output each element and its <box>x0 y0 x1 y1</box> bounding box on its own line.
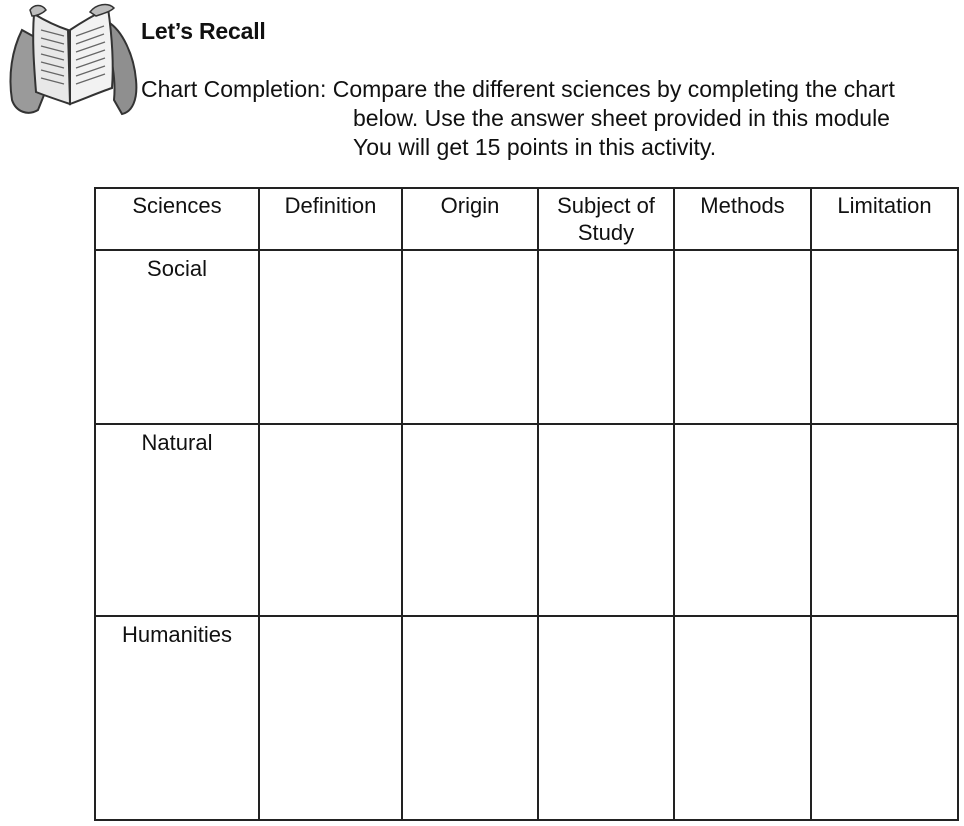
instructions-line-2: below. Use the answer sheet provided in this module <box>353 105 890 131</box>
row-label: Social <box>95 250 259 424</box>
instructions-line-1: Chart Completion: Compare the different sciences by completing the chart <box>141 76 895 102</box>
answer-cell[interactable] <box>811 616 958 820</box>
comparison-chart <box>94 187 959 821</box>
column-header: Origin <box>402 188 538 250</box>
answer-cell[interactable] <box>538 424 674 616</box>
answer-cell[interactable] <box>674 616 811 820</box>
column-header: Subject of Study <box>538 188 674 250</box>
table-header-row <box>95 188 958 250</box>
answer-cell[interactable] <box>259 616 402 820</box>
answer-cell[interactable] <box>402 424 538 616</box>
row-label: Humanities <box>95 616 259 820</box>
answer-cell[interactable] <box>259 250 402 424</box>
answer-cell[interactable] <box>538 250 674 424</box>
answer-cell[interactable] <box>402 616 538 820</box>
section-title: Let’s Recall <box>141 18 266 44</box>
answer-cell[interactable] <box>402 250 538 424</box>
row-label: Natural <box>95 424 259 616</box>
answer-cell[interactable] <box>811 424 958 616</box>
table-row <box>95 250 958 424</box>
open-book-icon <box>4 0 142 122</box>
instructions-line-3: You will get 15 points in this activity. <box>353 134 717 160</box>
answer-cell[interactable] <box>538 616 674 820</box>
table-row <box>95 616 958 820</box>
column-header: Methods <box>674 188 811 250</box>
answer-cell[interactable] <box>811 250 958 424</box>
column-header: Definition <box>259 188 402 250</box>
answer-cell[interactable] <box>259 424 402 616</box>
answer-cell[interactable] <box>674 250 811 424</box>
column-header: Sciences <box>95 188 259 250</box>
instructions <box>141 75 956 162</box>
table-row <box>95 424 958 616</box>
column-header: Limitation <box>811 188 958 250</box>
answer-cell[interactable] <box>674 424 811 616</box>
